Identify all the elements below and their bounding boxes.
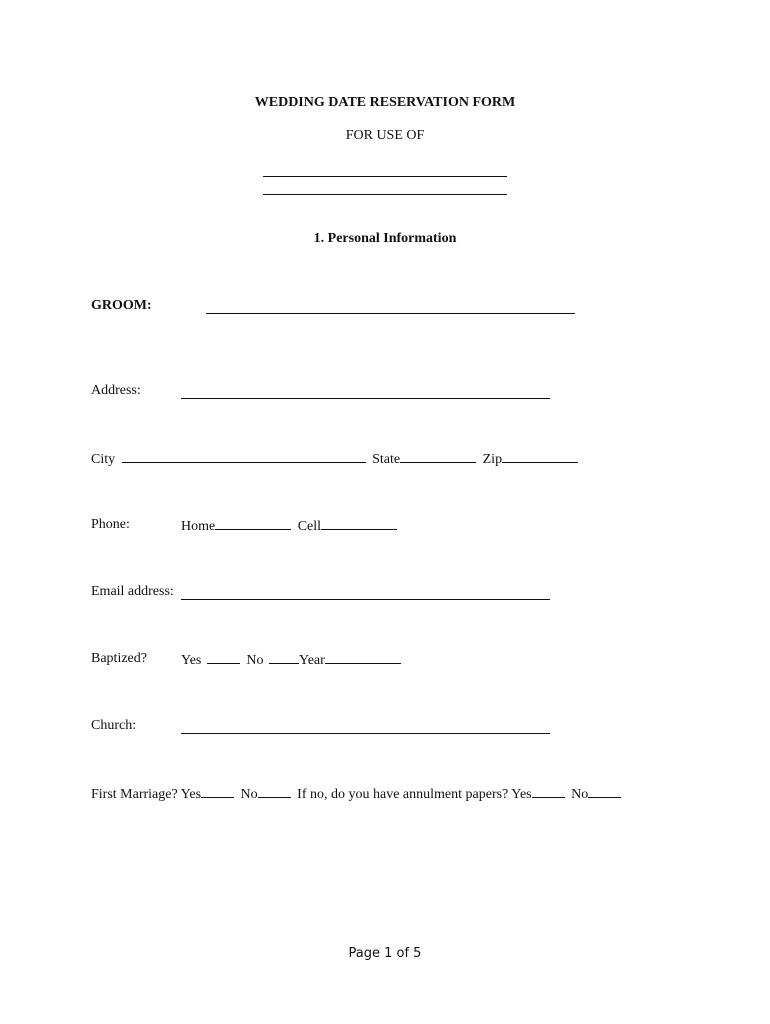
- annulment-no-label: No: [571, 787, 589, 802]
- use-of-line-2[interactable]: [263, 194, 507, 195]
- baptized-row: [181, 651, 401, 669]
- state-label: State: [372, 452, 401, 467]
- first-marriage-yes-field[interactable]: [201, 785, 234, 798]
- home-phone-field[interactable]: [215, 517, 291, 530]
- email-field[interactable]: [181, 599, 550, 600]
- address-field[interactable]: [181, 398, 550, 399]
- church-label: Church:: [91, 718, 137, 733]
- address-label: Address:: [91, 383, 141, 398]
- first-marriage-no-field[interactable]: [258, 785, 291, 798]
- zip-label: Zip: [482, 452, 503, 467]
- cell-phone-field[interactable]: [321, 517, 397, 530]
- baptized-label: Baptized?: [91, 651, 147, 666]
- state-field[interactable]: [400, 450, 476, 463]
- first-marriage-label: First Marriage? Yes: [91, 787, 202, 802]
- baptized-year-label: Year: [299, 653, 325, 668]
- form-title: WEDDING DATE RESERVATION FORM: [254, 95, 516, 110]
- groom-label: GROOM:: [91, 298, 152, 313]
- city-state-zip-row: [91, 450, 578, 468]
- baptized-yes-field[interactable]: [207, 651, 240, 664]
- annulment-yes-field[interactable]: [532, 785, 565, 798]
- annulment-label: If no, do you have annulment papers? Yes: [297, 787, 532, 802]
- phone-row: [181, 517, 397, 535]
- zip-field[interactable]: [502, 450, 578, 463]
- groom-field[interactable]: [206, 313, 575, 314]
- email-label: Email address:: [91, 584, 174, 599]
- church-field[interactable]: [181, 733, 550, 734]
- cell-label: Cell: [297, 519, 322, 534]
- baptized-yes-label: Yes: [181, 653, 202, 668]
- baptized-no-label: No: [246, 653, 264, 668]
- first-marriage-no-label: No: [240, 787, 258, 802]
- page-number: Page 1 of 5: [348, 946, 422, 961]
- section-heading: 1. Personal Information: [313, 231, 457, 246]
- baptized-year-field[interactable]: [325, 651, 401, 664]
- first-marriage-row: [91, 785, 621, 803]
- home-label: Home: [181, 519, 216, 534]
- city-field[interactable]: [122, 450, 366, 463]
- phone-label: Phone:: [91, 517, 130, 532]
- annulment-no-field[interactable]: [588, 785, 621, 798]
- city-label: City: [91, 452, 116, 467]
- use-of-line-1[interactable]: [263, 176, 507, 177]
- baptized-no-field[interactable]: [269, 651, 299, 664]
- form-subtitle: FOR USE OF: [345, 128, 425, 143]
